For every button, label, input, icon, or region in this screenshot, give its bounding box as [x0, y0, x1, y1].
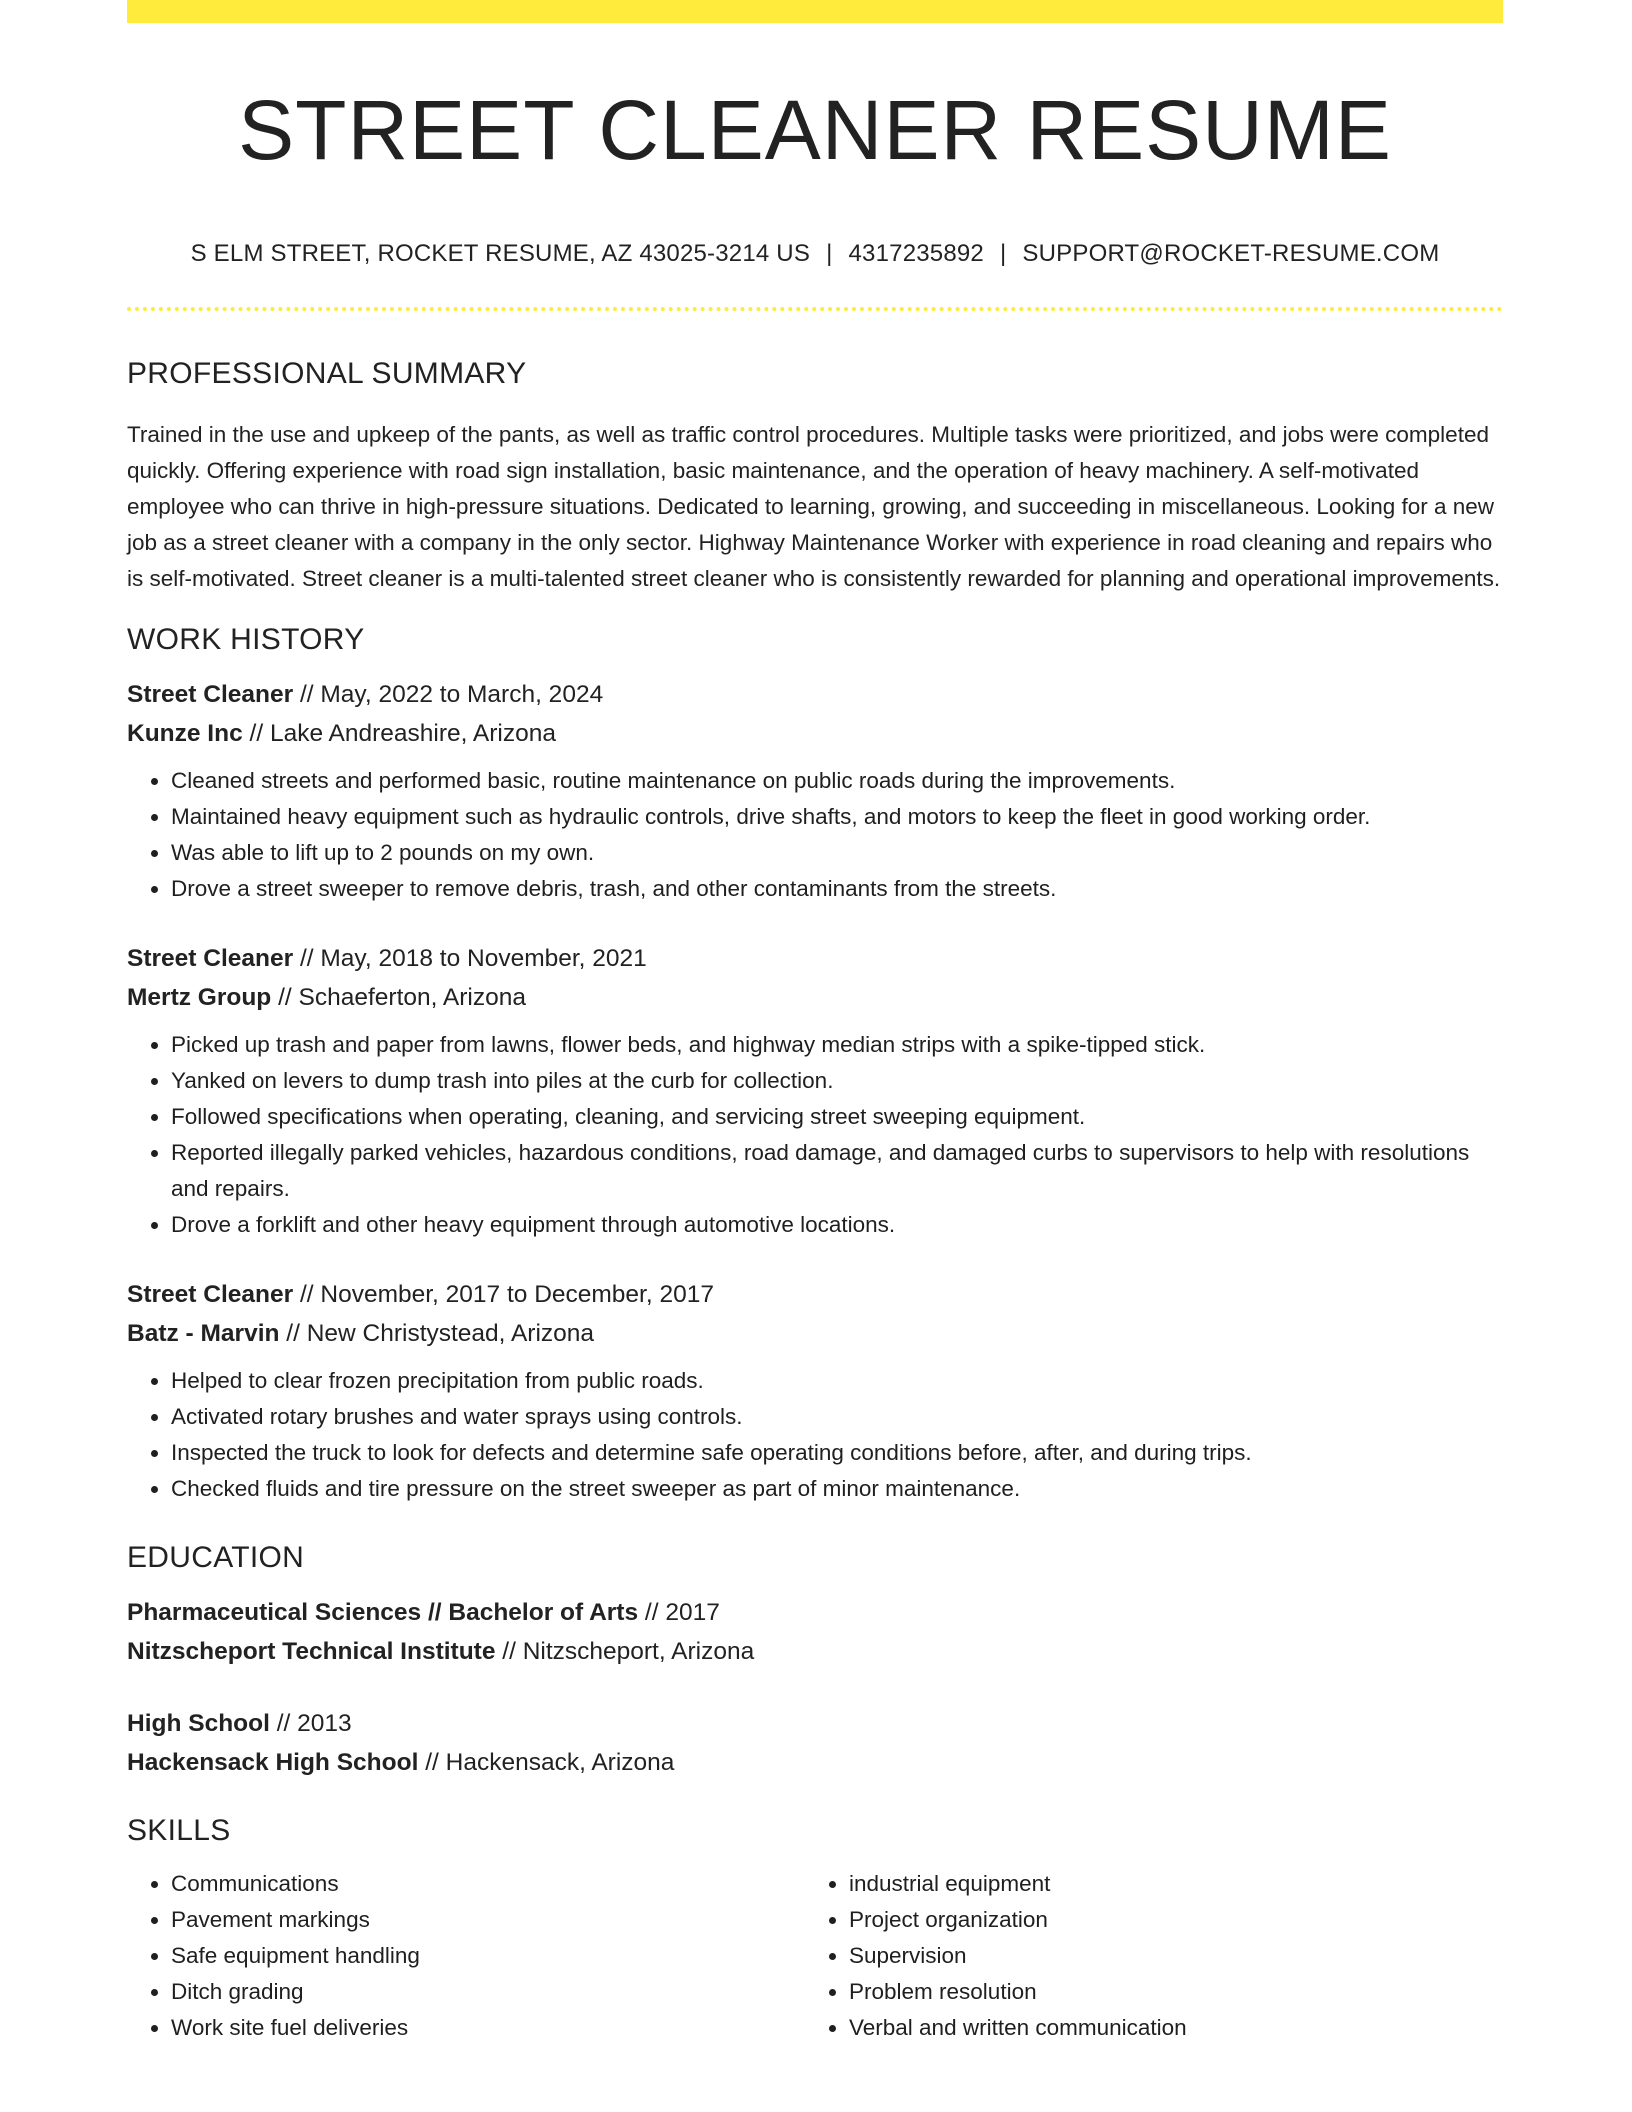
field-separator: // [293, 945, 321, 973]
job-bullets [127, 1027, 1503, 1243]
field-separator: // [418, 1749, 446, 1777]
work-history-heading: WORK HISTORY [127, 623, 365, 657]
job-bullets [127, 1363, 1503, 1507]
contact-line [127, 240, 1503, 268]
job-bullet: • Drove a street sweeper to remove debris, trash, and other contaminants from the streets. [171, 871, 1503, 907]
contact-phone[interactable]: 4317235892 [848, 240, 984, 268]
school-line [127, 1632, 1503, 1671]
job-title: Street Cleaner [127, 681, 294, 709]
field-separator: // [638, 1599, 666, 1627]
skill-item: • Safe equipment handling [171, 1938, 805, 1974]
skills-list [127, 1866, 1503, 2046]
job-company: Kunze Inc [127, 720, 243, 748]
school-line [127, 1743, 1503, 1782]
education-heading: EDUCATION [127, 1541, 305, 1575]
education-entry [127, 1593, 1503, 1671]
dotted-divider [127, 307, 1503, 311]
job-dates: May, 2018 to November, 2021 [320, 945, 647, 973]
resume-page [127, 0, 1503, 2046]
skills-heading: SKILLS [127, 1814, 231, 1848]
job-company: Batz - Marvin [127, 1320, 280, 1348]
job-bullet: • Yanked on levers to dump trash into piles at the curb for collection. [171, 1063, 1503, 1099]
accent-top-bar [127, 0, 1503, 23]
skill-item: • Verbal and written communication [849, 2010, 1483, 2046]
field-separator: // [279, 1320, 307, 1348]
job-dates: November, 2017 to December, 2017 [320, 1281, 714, 1309]
contact-email[interactable]: SUPPORT@ROCKET-RESUME.COM [1022, 240, 1440, 268]
education-entry [127, 1704, 1503, 1782]
job-bullet: • Reported illegally parked vehicles, hazardous conditions, road damage, and damaged curbs to supervisors to help with resolutions and repairs. [171, 1135, 1503, 1207]
school-name: Hackensack High School [127, 1749, 419, 1777]
degree-line [127, 1704, 1503, 1743]
job-company-line [127, 978, 1503, 1017]
job-title-line [127, 1275, 1503, 1314]
contact-separator: | [826, 240, 833, 268]
skills-column-right [805, 1866, 1483, 2046]
field-separator: // [293, 681, 321, 709]
resume-title: STREET CLEANER RESUME [238, 83, 1392, 177]
job-title-line [127, 939, 1503, 978]
skill-item: • Problem resolution [849, 1974, 1483, 2010]
school-location: Nitzscheport, Arizona [522, 1638, 755, 1666]
skill-item: • industrial equipment [849, 1866, 1483, 1902]
job-company: Mertz Group [127, 984, 272, 1012]
job-entry [127, 1275, 1503, 1507]
skill-item: • Project organization [849, 1902, 1483, 1938]
skill-item: • Pavement markings [171, 1902, 805, 1938]
field-separator: // [495, 1638, 523, 1666]
skill-item: • Ditch grading [171, 1974, 805, 2010]
degree-line [127, 1593, 1503, 1632]
graduation-year: 2017 [665, 1599, 720, 1627]
job-bullet: • Followed specifications when operating, cleaning, and servicing street sweeping equipment. [171, 1099, 1503, 1135]
summary-text: Trained in the use and upkeep of the pants, as well as traffic control procedures. Multiple tasks were prioritized, and jobs were completed quickly. Offering experience with road sign installation, basic maintenance, and the operation of heavy machinery. A self-motivated employee who can thrive in high-pressure situations. Dedicated to learning, growing, and succeeding in miscellaneous. Looking for a new job as a street cleaner with a company in the only sector. Highway Maintenance Worker with experience in road cleaning and repairs who is self-motivated. Street cleaner is a multi-talented street cleaner who is consistently rewarded for planning and operational improvements. [127, 422, 1501, 592]
job-bullet: • Activated rotary brushes and water sprays using controls. [171, 1399, 1503, 1435]
job-location: New Christystead, Arizona [306, 1320, 595, 1348]
field-separator: // [269, 1710, 298, 1738]
job-bullet: • Checked fluids and tire pressure on the street sweeper as part of minor maintenance. [171, 1471, 1503, 1507]
job-company-line [127, 1314, 1503, 1353]
skill-item: • Communications [171, 1866, 805, 1902]
job-location: Lake Andreashire, Arizona [269, 720, 556, 748]
job-bullet: • Drove a forklift and other heavy equipment through automotive locations. [171, 1207, 1503, 1243]
graduation-year: 2013 [297, 1710, 352, 1738]
job-bullet: • Cleaned streets and performed basic, routine maintenance on public roads during the improvements. [171, 763, 1503, 799]
job-title: Street Cleaner [127, 1281, 294, 1309]
job-bullet: • Maintained heavy equipment such as hydraulic controls, drive shafts, and motors to keep the fleet in good working order. [171, 799, 1503, 835]
job-dates: May, 2022 to March, 2024 [320, 681, 604, 709]
skills-column-left [127, 1866, 805, 2046]
job-bullet: • Inspected the truck to look for defects and determine safe operating conditions before, after, and during trips. [171, 1435, 1503, 1471]
job-bullets [127, 763, 1503, 907]
job-title-line [127, 675, 1503, 714]
contact-separator: | [999, 240, 1007, 268]
field-separator: // [242, 720, 270, 748]
job-entry [127, 939, 1503, 1243]
degree: High School [127, 1710, 270, 1738]
school-name: Nitzscheport Technical Institute [127, 1638, 496, 1666]
degree: Pharmaceutical Sciences // Bachelor of Arts [127, 1599, 639, 1627]
school-location: Hackensack, Arizona [445, 1749, 675, 1777]
job-title: Street Cleaner [127, 945, 294, 973]
job-bullet: • Picked up trash and paper from lawns, flower beds, and highway median strips with a spike-tipped stick. [171, 1027, 1503, 1063]
skill-item: • Supervision [849, 1938, 1483, 1974]
summary-heading: PROFESSIONAL SUMMARY [127, 357, 527, 391]
job-bullet: • Was able to lift up to 2 pounds on my own. [171, 835, 1503, 871]
job-entry [127, 675, 1503, 907]
job-bullet: • Helped to clear frozen precipitation from public roads. [171, 1363, 1503, 1399]
field-separator: // [271, 984, 299, 1012]
contact-address: S ELM STREET, ROCKET RESUME, AZ 43025-3214 US [190, 240, 811, 268]
job-location: Schaeferton, Arizona [298, 984, 526, 1012]
skill-item: • Work site fuel deliveries [171, 2010, 805, 2046]
field-separator: // [293, 1281, 321, 1309]
job-company-line [127, 714, 1503, 753]
